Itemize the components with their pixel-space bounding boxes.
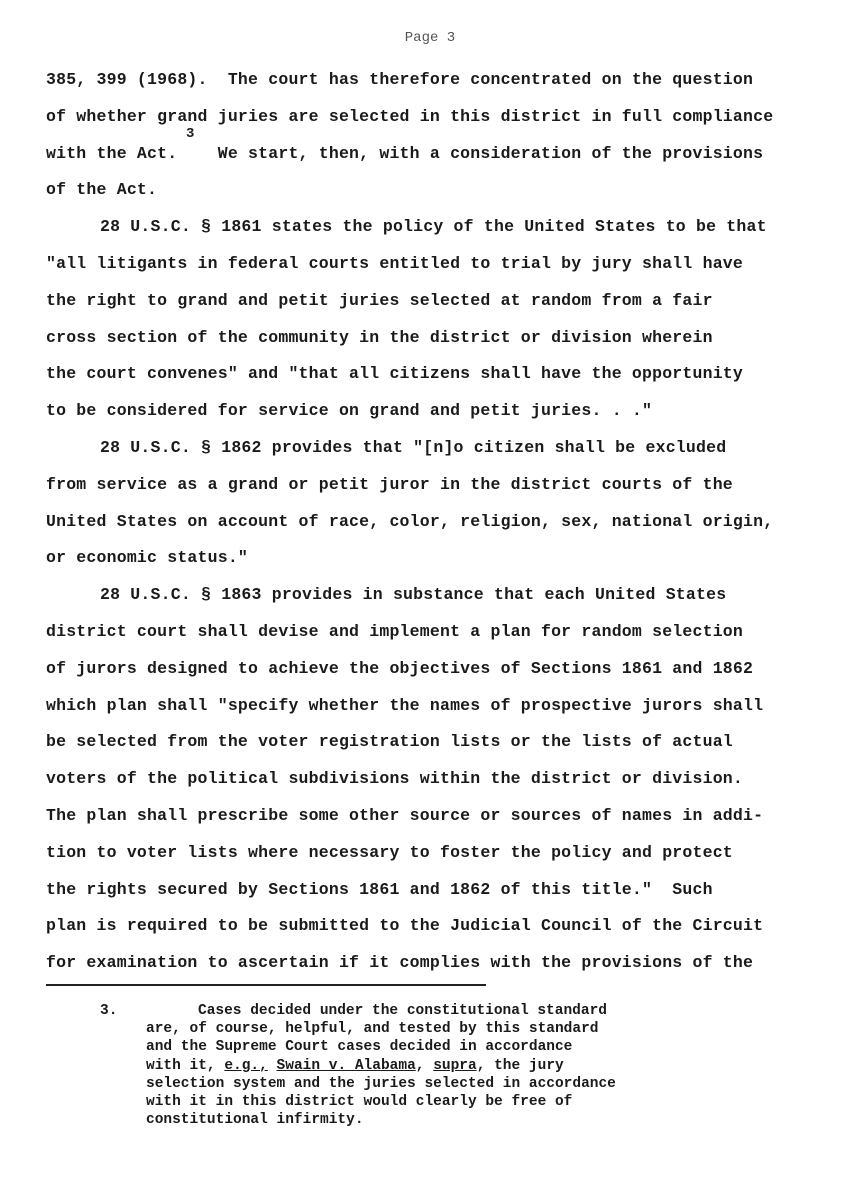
text-line: which plan shall "specify whether the names of prospective jurors shall xyxy=(46,695,764,715)
text-line: The plan shall prescribe some other source or sources of names in addi- xyxy=(46,805,764,825)
text-line: plan is required to be submitted to the Judicial Council of the Circuit xyxy=(46,916,764,936)
text-line: the rights secured by Sections 1861 and 1862 of this title." Such xyxy=(46,879,713,899)
text-line: tion to voter lists where necessary to foster the policy and protect xyxy=(46,842,733,862)
text-line: for examination to ascertain if it complies with the provisions of the xyxy=(46,953,754,973)
case-citation: Swain v. Alabama xyxy=(276,1057,416,1074)
page-number: Page 3 xyxy=(404,30,456,46)
footnote-number: 3. xyxy=(100,1003,118,1019)
footnote-line-citation xyxy=(146,1057,786,1075)
body-text xyxy=(46,62,836,982)
text-line: "all litigants in federal courts entitled to trial by jury shall have xyxy=(46,253,744,273)
footnote-body xyxy=(146,1002,786,1129)
footnote-eg: e.g., xyxy=(224,1057,268,1074)
text-line: United States on account of race, color, religion, sex, national origin, xyxy=(46,511,774,531)
text-line: or economic status." xyxy=(46,548,249,568)
footnote-reference-marker: 3 xyxy=(186,126,195,142)
footnote-line: Cases decided under the constitutional standard xyxy=(198,1003,607,1019)
footnote-text: , xyxy=(415,1057,434,1074)
supra-reference: supra xyxy=(433,1057,477,1074)
footnote-line: constitutional infirmity. xyxy=(146,1112,364,1129)
footnote-text: with it, xyxy=(146,1057,225,1074)
text-line: with the Act. We start, then, with a consideration of the provisions xyxy=(46,143,764,163)
footnote-line: are, of course, helpful, and tested by this standard xyxy=(146,1021,599,1038)
text-line: district court shall devise and implement a plan for random selection xyxy=(46,621,744,641)
text-line: be selected from the voter registration lists or the lists of actual xyxy=(46,732,733,752)
paragraph-start-line: 28 U.S.C. § 1861 states the policy of the United States to be that xyxy=(100,217,767,237)
text-line: of the Act. xyxy=(46,180,158,200)
footnote-line: with it in this district would clearly be free of xyxy=(146,1093,573,1110)
text-line: cross section of the community in the district or division wherein xyxy=(46,327,713,347)
footnote-text xyxy=(268,1058,277,1074)
paragraph-start-line: 28 U.S.C. § 1863 provides in substance that each United States xyxy=(100,585,727,605)
text-line: the court convenes" and "that all citizens shall have the opportunity xyxy=(46,364,744,384)
text-line: voters of the political subdivisions within the district or division. xyxy=(46,769,744,789)
text-line: from service as a grand or petit juror in the district courts of the xyxy=(46,474,733,494)
text-line: of whether grand juries are selected in this district in full compliance xyxy=(46,106,774,126)
paragraph-start-line: 28 U.S.C. § 1862 provides that "[n]o citizen shall be excluded xyxy=(100,437,727,457)
text-line: to be considered for service on grand and petit juries. . ." xyxy=(46,401,653,421)
text-line: the right to grand and petit juries selected at random from a fair xyxy=(46,290,713,310)
footnote-text: , the jury xyxy=(476,1057,564,1074)
text-line: 385, 399 (1968). The court has therefore concentrated on the question xyxy=(46,70,754,89)
footnote-line: and the Supreme Court cases decided in accordance xyxy=(146,1039,573,1056)
footnote-line: selection system and the juries selected in accordance xyxy=(146,1075,616,1092)
text-line: of jurors designed to achieve the objectives of Sections 1861 and 1862 xyxy=(46,658,754,678)
footnote-divider xyxy=(46,984,486,986)
